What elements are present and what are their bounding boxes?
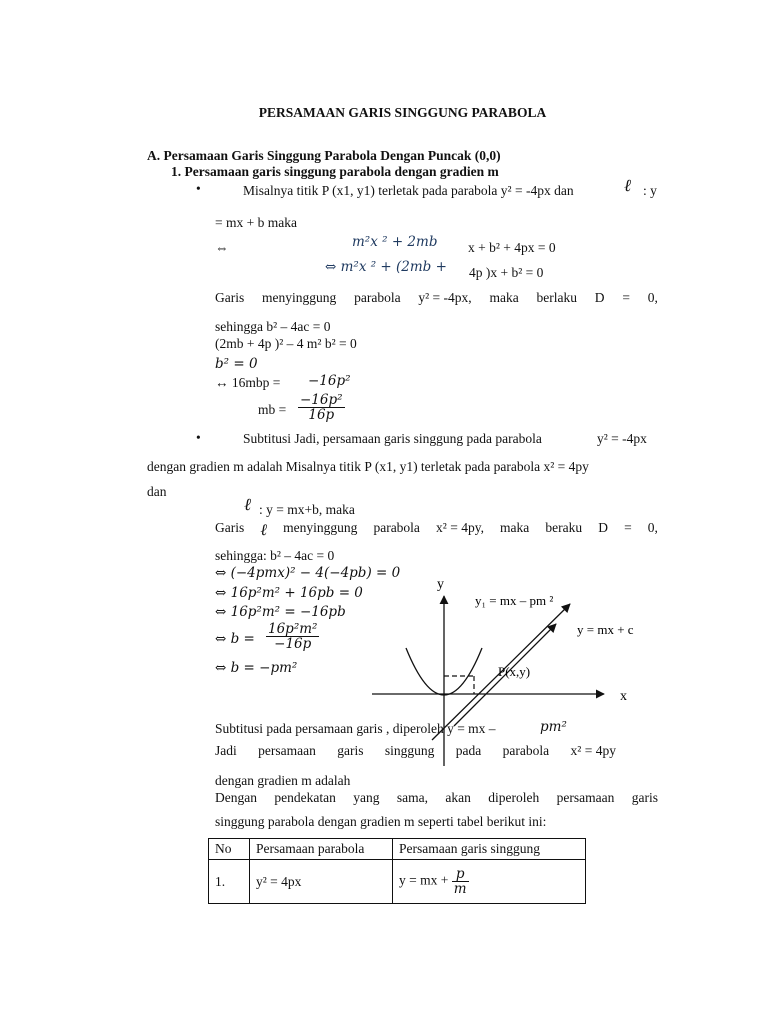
- word: Garis: [215, 290, 245, 305]
- y-axis-label: y: [437, 577, 444, 592]
- word: parabola: [373, 520, 420, 535]
- word: maka: [500, 520, 530, 535]
- pendekatan-line-2: singgung parabola dengan gradien m seperti tabel berikut ini:: [215, 814, 547, 829]
- equation-tail: 4p )x + b² = 0: [469, 265, 544, 280]
- derivation-math: ⇔ b =: [215, 631, 255, 647]
- word: persamaan: [556, 790, 615, 805]
- word: diperoleh: [488, 790, 540, 805]
- garis-line: [215, 520, 658, 540]
- word: 0,: [647, 520, 658, 535]
- ell-symbol: ℓ: [244, 495, 252, 515]
- word: pada: [455, 743, 482, 758]
- word: Dengan: [215, 790, 257, 805]
- word: garis: [337, 743, 364, 758]
- bullet-marker: •: [196, 181, 201, 196]
- fraction-denominator: m: [453, 881, 467, 897]
- word: =: [624, 520, 632, 535]
- derivation-step: mb =: [258, 402, 287, 417]
- bullet-2-line2: dengan gradien m adalah Misalnya titik P (x1, y1) terletak pada parabola x² = 4py: [147, 459, 589, 474]
- bullet-1-line1: Misalnya titik P (x1, y1) terletak pada parabola y² = -4px dan: [243, 183, 574, 198]
- equation-tail: x + b² + 4px = 0: [468, 240, 556, 255]
- fraction: [266, 622, 319, 651]
- pendekatan-line: [215, 790, 658, 806]
- word: garis: [631, 790, 658, 805]
- fraction-numerator: −16p²: [300, 392, 343, 408]
- equation-math: m²x ² + 2mb: [352, 234, 438, 250]
- word: D: [598, 520, 608, 535]
- jadi-line: [215, 743, 616, 759]
- singgung-lhs: y = mx +: [399, 872, 449, 888]
- word: =: [622, 290, 630, 305]
- word: parabola: [502, 743, 550, 758]
- word: x² = 4py: [570, 743, 616, 758]
- sehingga-line: sehingga: b² – 4ac = 0: [215, 548, 335, 563]
- table-cell: 1.: [209, 860, 250, 904]
- word: menyinggung: [283, 520, 358, 535]
- word: menyinggung: [262, 290, 337, 305]
- derivation-math: −16p²: [308, 373, 351, 389]
- derivation-step: (2mb + 4p )² – 4 m² b² = 0: [215, 336, 357, 351]
- word: 0,: [647, 290, 658, 305]
- fraction: [298, 393, 345, 422]
- page-title: PERSAMAAN GARIS SINGGUNG PARABOLA: [258, 105, 547, 120]
- word: beraku: [545, 520, 583, 535]
- garis-line: [215, 290, 658, 306]
- table-header-row: [209, 839, 586, 860]
- word: x² = 4py,: [436, 520, 484, 535]
- word: yang: [353, 790, 380, 805]
- table-header-cell: Persamaan parabola: [250, 839, 393, 860]
- bullet-marker: •: [196, 430, 201, 445]
- word: sama,: [396, 790, 428, 805]
- subsection-1-heading: 1. Persamaan garis singgung parabola dengan gradien m: [171, 164, 499, 179]
- fraction-numerator: 16p²m²: [268, 621, 318, 637]
- tangent-equation-table: [208, 838, 586, 904]
- word: D: [594, 290, 605, 305]
- substitusi-math: pm²: [540, 719, 567, 735]
- bullet-1-line1-end: : y: [643, 183, 657, 198]
- tangent-line-label: y₁ = mx – pm ²: [475, 593, 554, 608]
- ell-symbol: ℓ: [624, 176, 632, 196]
- word: Garis: [215, 520, 245, 535]
- point-label: P(x,y): [498, 664, 531, 679]
- derivation-math: ⇔ b = −pm²: [215, 660, 298, 676]
- substitusi-line: Subtitusi pada persamaan garis , diperoleh y = mx –: [215, 721, 496, 736]
- word: berlaku: [536, 290, 577, 305]
- derivation-math: ⇔ 16p²m² = −16pb: [215, 604, 346, 620]
- table-row: [209, 860, 586, 904]
- bullet-2-line1-eq: y² = -4px: [597, 431, 647, 446]
- ell-symbol: ℓ: [260, 520, 268, 539]
- word: y² = -4px,: [418, 290, 472, 305]
- table-cell: y² = 4px: [250, 860, 393, 904]
- word: persamaan: [258, 743, 316, 758]
- derivation-math: ⇔ (−4pmx)² − 4(−4pb) = 0: [215, 565, 401, 581]
- bullet-2-line3: dan: [147, 484, 167, 499]
- table-cell: [393, 860, 586, 904]
- fraction-denominator: −16p: [274, 636, 312, 652]
- bullet-2-line4: : y = mx+b, maka: [259, 502, 355, 517]
- table-header-cell: No: [209, 839, 250, 860]
- bullet-1-line2: = mx + b maka: [215, 215, 297, 230]
- fraction-denominator: 16p: [308, 407, 335, 423]
- word: parabola: [354, 290, 401, 305]
- tangent-line-diagram: [360, 570, 660, 770]
- word: Jadi: [215, 743, 237, 758]
- table-header-cell: Persamaan garis singgung: [393, 839, 586, 860]
- x-axis-label: x: [620, 689, 627, 704]
- sehingga-line: sehingga b² – 4ac = 0: [215, 319, 331, 334]
- word: singgung: [384, 743, 435, 758]
- equivalence-arrow: ⇔: [215, 240, 229, 255]
- word: akan: [445, 790, 471, 805]
- word: pendekatan: [274, 790, 336, 805]
- derivation-step: b² = 0: [215, 356, 258, 372]
- parallel-line-label: y = mx + c: [577, 622, 634, 637]
- derivation-math: ⇔ 16p²m² + 16pb = 0: [215, 585, 363, 601]
- section-a-heading: A. Persamaan Garis Singgung Parabola Dengan Puncak (0,0): [147, 148, 501, 163]
- derivation-step: ↔ 16mbp =: [215, 375, 281, 390]
- word: maka: [489, 290, 519, 305]
- gradien-line: dengan gradien m adalah: [215, 773, 351, 788]
- bullet-2-line1: Subtitusi Jadi, persamaan garis singgung pada parabola: [243, 431, 542, 446]
- equation-math: ⇔ m²x ² + (2mb +: [325, 259, 447, 275]
- fraction-numerator: p: [452, 867, 469, 882]
